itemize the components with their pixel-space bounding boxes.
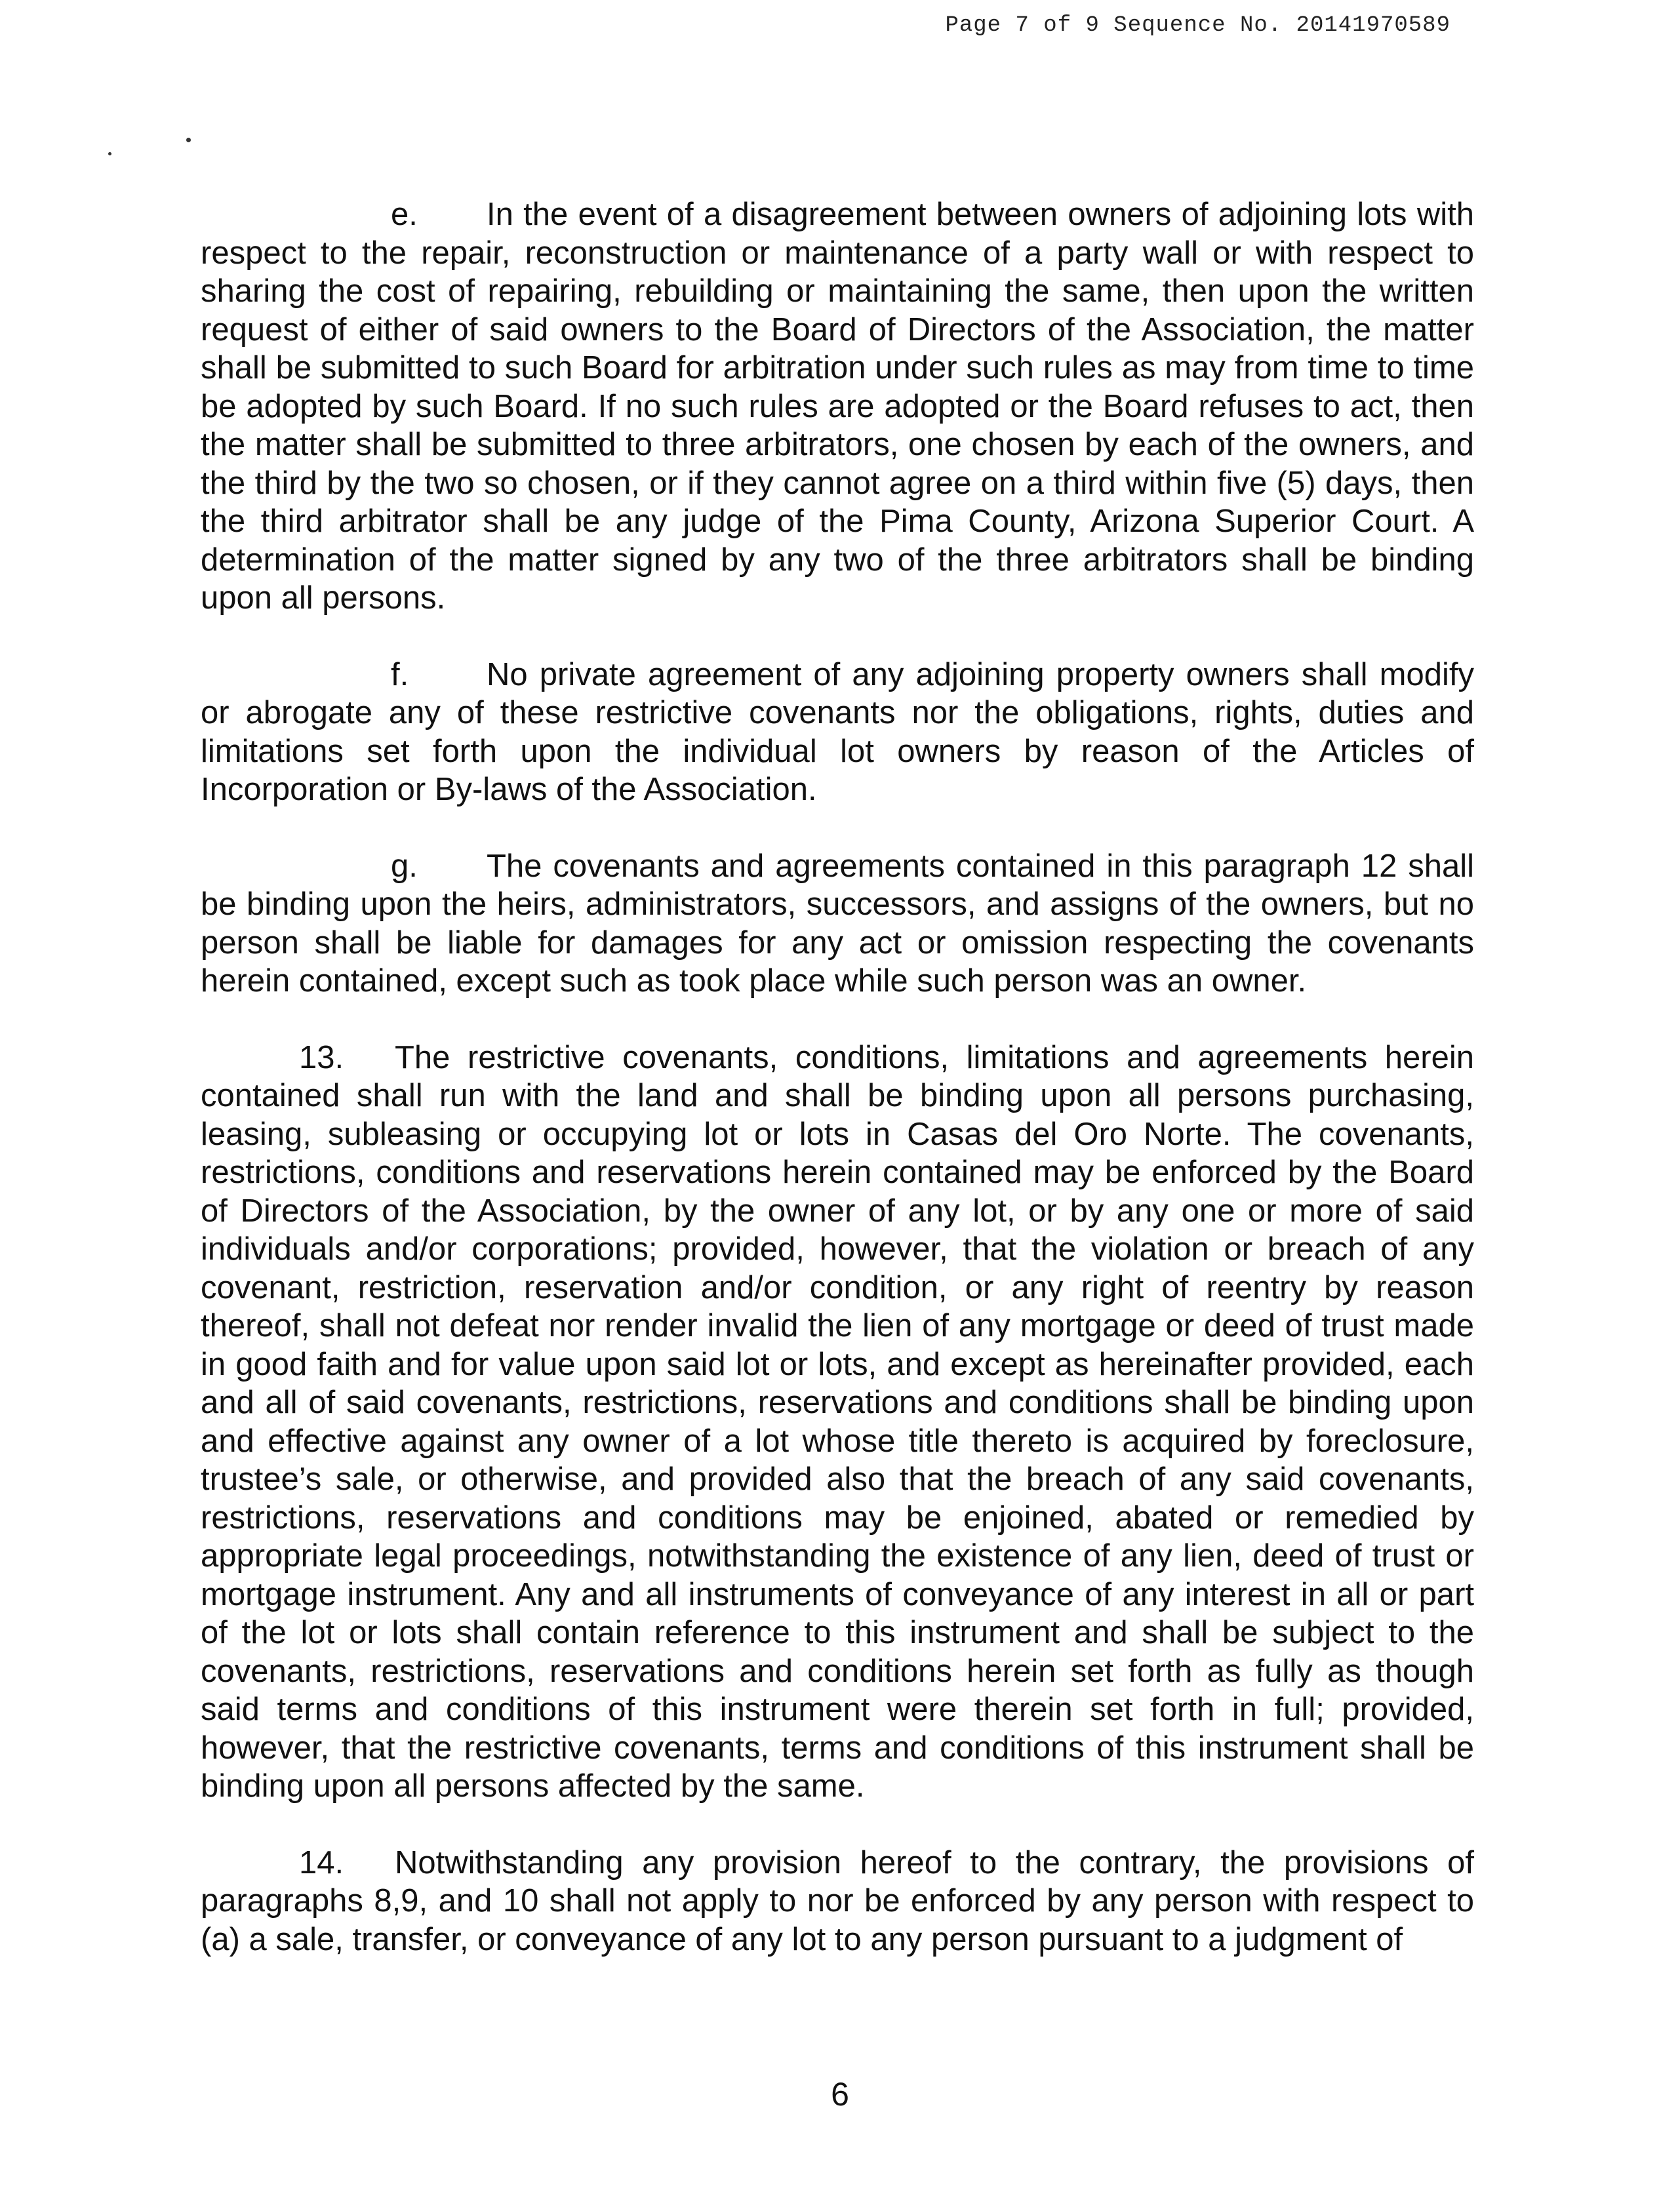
paragraph-text: No private agreement of any adjoining property owners shall modify or abrogate any of these restrictive covenants nor the obligations, rights, duties and limitations set forth upon the individual lot owners by reason of the Articles of Incorporation or By-laws of the Association. bbox=[201, 656, 1474, 807]
paragraph-label: f. bbox=[391, 656, 409, 692]
paragraph-label: e. bbox=[391, 197, 418, 232]
paragraph-label: g. bbox=[391, 848, 418, 884]
page-number: 6 bbox=[831, 2076, 849, 2113]
scan-speck-mark bbox=[108, 152, 111, 155]
paragraph-label: 13. bbox=[299, 1039, 344, 1075]
paragraph-f bbox=[201, 656, 1474, 809]
paragraph-14 bbox=[201, 1844, 1474, 1959]
paragraph-text: In the event of a disagreement between owners of adjoining lots with respect to the repair, reconstruction or maintenance of a party wall or with respect to sharing the cost of repairing, rebuilding or maintaining the same, then upon the written request of either of said owners to the Board of Directors of the Association, the matter shall be submitted to such Board for arbitration under such rules as may from time to time be adopted by such Board. If no such rules are adopted or the Board refuses to act, then the matter shall be submitted to three arbitrators, one chosen by each of the owners, and the third by the two so chosen, or if they cannot agree on a third within five (5) days, then the third arbitrator shall be any judge of the Pima County, Arizona Superior Court. A determination of the matter signed by any two of the three arbitrators shall be binding upon all persons. bbox=[201, 197, 1474, 616]
recording-header: Page 7 of 9 Sequence No. 20141970589 bbox=[945, 13, 1450, 38]
document-body bbox=[201, 195, 1474, 1997]
paragraph-13 bbox=[201, 1039, 1474, 1806]
paragraph-text: The covenants and agreements contained in this paragraph 12 shall be binding upon the heirs, administrators, successors, and assigns of the owners, but no person shall be liable for damages for any act or omission respecting the covenants herein contained, except such as took place while such person was an owner. bbox=[201, 848, 1474, 999]
scan-speck-mark bbox=[186, 138, 191, 142]
paragraph-label: 14. bbox=[299, 1844, 344, 1881]
paragraph-text: Notwithstanding any provision hereof to the contrary, the provisions of paragraphs 8,9, and 10 shall not apply to nor be enforced by any person with respect to (a) a sale, transfer, or conveyance of any lot to any person pursuant to a judgment of bbox=[201, 1844, 1474, 1957]
paragraph-text: The restrictive covenants, conditions, limitations and agreements herein contained shall run with the land and shall be binding upon all persons purchasing, leasing, subleasing or occupying lot or lots in Casas del Oro Norte. The covenants, restrictions, conditions and reservations herein contained may be enforced by the Board of Directors of the Association, by the owner of any lot, or by any one or more of said individuals and/or corporations; provided, however, that the violation or breach of any covenant, restriction, reservation and/or condition, or any right of reentry by reason thereof, shall not defeat nor render invalid the lien of any mortgage or deed of trust made in good faith and for value upon said lot or lots, and except as hereinafter provided, each and all of said covenants, restrictions, reservations and conditions shall be binding upon and effective against any owner of a lot whose title thereto is acquired by foreclosure, trustee’s sale, or otherwise, and provided also that the breach of any said covenants, restrictions, reservations and conditions may be enjoined, abated or remedied by appropriate legal proceedings, notwithstanding the existence of any lien, deed of trust or mortgage instrument. Any and all instruments of conveyance of any interest in all or part of the lot or lots shall contain reference to this instrument and shall be subject to the covenants, restrictions, reservations and conditions herein set forth as fully as though said terms and conditions of this instrument were therein set forth in full; provided, however, that the restrictive covenants, terms and conditions of this instrument shall be binding upon all persons affected by the same. bbox=[201, 1039, 1474, 1804]
paragraph-g bbox=[201, 847, 1474, 1001]
paragraph-e bbox=[201, 195, 1474, 618]
